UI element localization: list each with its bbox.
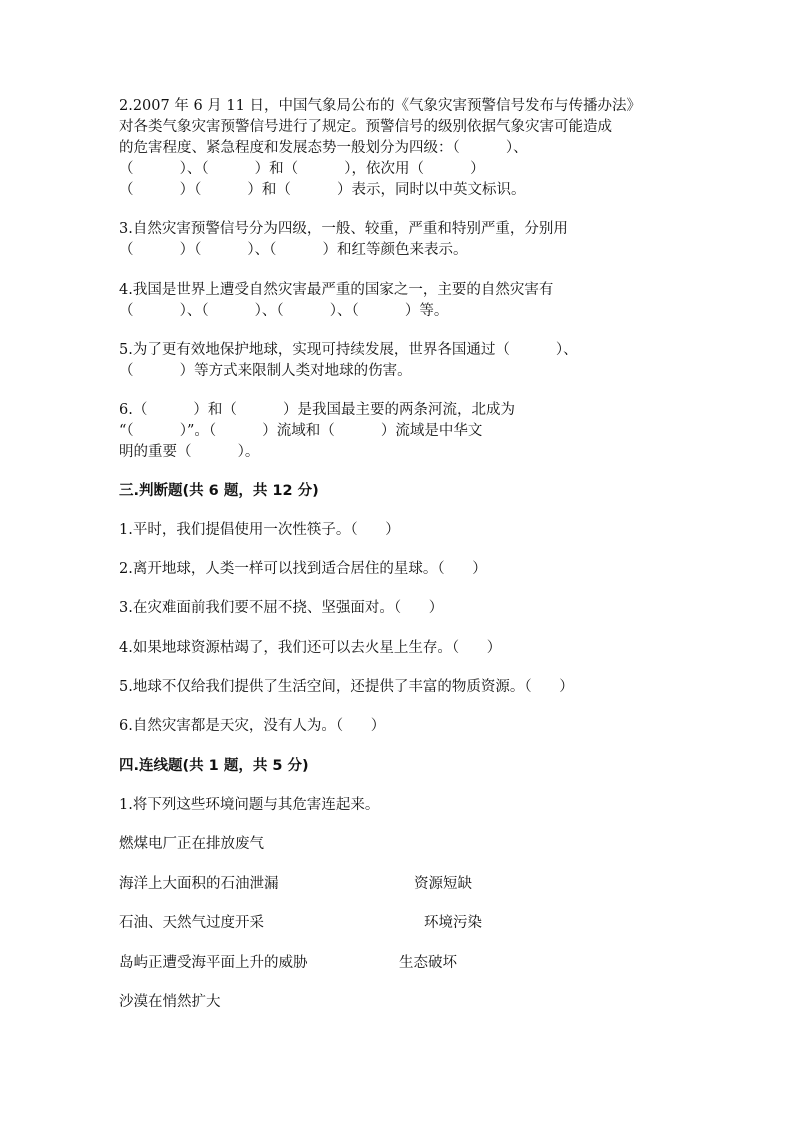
section-4-title: 四.连线题(共 1 题，共 5 分) bbox=[119, 758, 309, 774]
q3-line-2: （ ）（ ）、（ ）和红等颜色来表示。 bbox=[119, 242, 468, 258]
q6-line-1: 6.（ ）和（ ）是我国最主要的两条河流，北成为 bbox=[119, 402, 516, 418]
q2-line-2: 对各类气象灾害预警信号进行了规定。预警信号的级别依据气象灾害可能造成 bbox=[119, 119, 612, 135]
q4-line-2: （ ）、（ ）、（ ）、（ ）等。 bbox=[119, 303, 449, 319]
matching-left-1: 燃煤电厂正在排放废气 bbox=[119, 836, 264, 852]
judge-item-2: 2.离开地球，人类一样可以找到适合居住的星球。（ ） bbox=[119, 561, 487, 577]
q2-line-1: 2.2007 年 6 月 11 日，中国气象局公布的《气象灾害预警信号发布与传播办法》 bbox=[119, 98, 641, 114]
matching-right-1: 资源短缺 bbox=[414, 876, 472, 892]
matching-left-3: 石油、天然气过度开采 bbox=[119, 915, 264, 931]
q3-line-1: 3.自然灾害预警信号分为四级，一般、较重，严重和特别严重，分别用 bbox=[119, 221, 568, 237]
q5-line-1: 5.为了更有效地保护地球，实现可持续发展，世界各国通过（ ）、 bbox=[119, 342, 578, 358]
judge-item-1: 1.平时，我们提倡使用一次性筷子。（ ） bbox=[119, 522, 400, 538]
matching-left-4: 岛屿正遭受海平面上升的威胁 bbox=[119, 955, 308, 971]
judge-item-5: 5.地球不仅给我们提供了生活空间，还提供了丰富的物质资源。（ ） bbox=[119, 679, 574, 695]
matching-right-2: 环境污染 bbox=[424, 915, 482, 931]
matching-left-2: 海洋上大面积的石油泄漏 bbox=[119, 876, 279, 892]
judge-item-4: 4.如果地球资源枯竭了，我们还可以去火星上生存。（ ） bbox=[119, 640, 502, 656]
judge-item-6: 6.自然灾害都是天灾，没有人为。（ ） bbox=[119, 718, 386, 734]
judge-item-3: 3.在灾难面前我们要不屈不挠、坚强面对。（ ） bbox=[119, 600, 444, 616]
matching-left-5: 沙漠在悄然扩大 bbox=[119, 994, 221, 1010]
matching-question: 1.将下列这些环境问题与其危害连起来。 bbox=[119, 797, 380, 813]
q2-line-5: （ ）（ ）和（ ）表示，同时以中英文标识。 bbox=[119, 182, 526, 198]
matching-right-3: 生态破坏 bbox=[399, 955, 457, 971]
q2-line-4: （ ）、（ ）和（ ），依次用（ ） bbox=[119, 161, 485, 177]
q6-line-2: “（ ）”。（ ）流域和（ ）流域是中华文 bbox=[119, 423, 483, 439]
q2-line-3: 的危害程度、紧急程度和发展态势一般划分为四级：（ ）、 bbox=[119, 140, 528, 156]
q5-line-2: （ ）等方式来限制人类对地球的伤害。 bbox=[119, 363, 412, 379]
q4-line-1: 4.我国是世界上遭受自然灾害最严重的国家之一，主要的自然灾害有 bbox=[119, 282, 554, 298]
q6-line-3: 明的重要（ ）。 bbox=[119, 444, 260, 460]
section-3-title: 三.判断题(共 6 题，共 12 分) bbox=[119, 483, 319, 499]
